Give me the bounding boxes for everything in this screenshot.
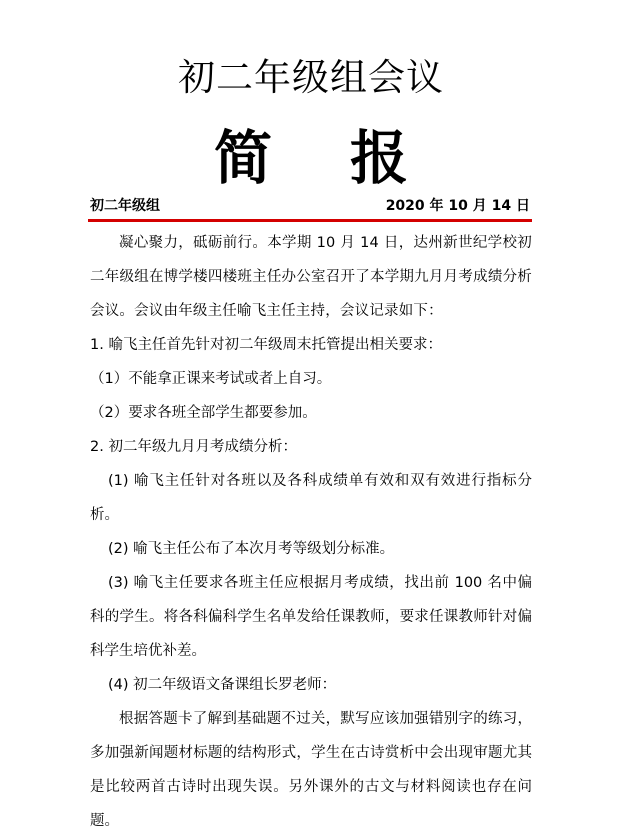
- report-date: 2020 年 10 月 14 日: [385, 198, 530, 214]
- document-body: [90, 226, 532, 838]
- item-2-1: (1) 喻飞主任针对各班以及各科成绩单有效和双有效进行指标分析。: [90, 473, 532, 523]
- item-1-b: （2）要求各班全部学生都要参加。: [90, 405, 317, 421]
- item-1: 1. 喻飞主任首先针对初二年级周末托管提出相关要求：: [90, 337, 442, 353]
- item-2-4: (4) 初二年级语文备课组长罗老师：: [108, 677, 337, 693]
- item-1-a: （1）不能拿正课来考试或者上自习。: [90, 371, 332, 387]
- subtitle-char-1: 简: [213, 124, 272, 192]
- intro-paragraph: 凝心聚力，砥砺前行。本学期 10 月 14 日，达州新世纪学校初二年级组在博学楼四楼班主任办公室召开了本学期九月月考成绩分析会议。会议由年级主任喻飞主任主持，会议记录如下：: [90, 235, 532, 319]
- meta-row: [90, 194, 530, 218]
- item-2-4-text: 根据答题卡了解到基础题不过关，默写应该加强错别字的练习，多加强新闻题材标题的结构形式，学生在古诗赏析中会出现审题尤其是比较两首古诗时出现失误。另外课外的古文与材料阅读也存在问题。: [90, 711, 532, 829]
- item-2-3: (3) 喻飞主任要求各班主任应根据月考成绩，找出前 100 名中偏科的学生。将各科偏科学生名单发给任课教师，要求任课教师针对偏科学生培优补差。: [90, 575, 532, 659]
- document-subtitle: [0, 118, 622, 198]
- document-title: 初二年级组会议: [178, 56, 444, 99]
- item-2-2: (2) 喻飞主任公布了本次月考等级划分标准。: [108, 541, 395, 557]
- subtitle-char-2: 报: [350, 124, 409, 192]
- group-name: 初二年级组: [90, 198, 160, 214]
- red-divider: [88, 219, 532, 222]
- item-2: 2. 初二年级九月月考成绩分析：: [90, 439, 297, 455]
